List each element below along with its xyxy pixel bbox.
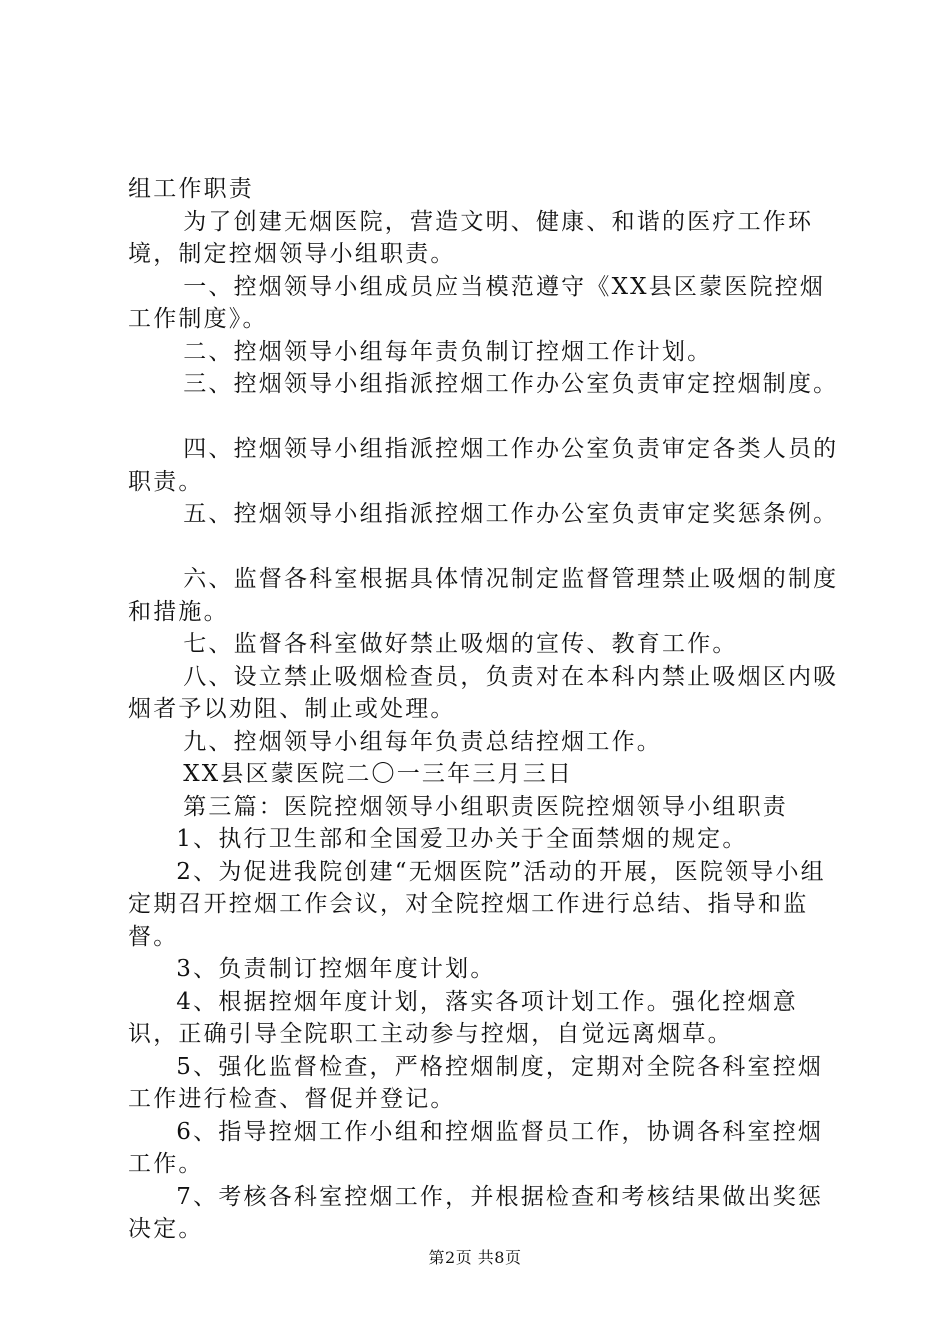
paragraph-duty-7: 7、考核各科室控烟工作，并根据检查和考核结果做出奖惩决定。 <box>128 1183 824 1242</box>
document-body <box>128 173 848 1246</box>
paragraph-spacer <box>128 401 848 434</box>
paragraph-duty-4: 4、根据控烟年度计划，落实各项计划工作。强化控烟意识，正确引导全院职工主动参与控烟，自觉远离烟草。 <box>128 988 798 1047</box>
page-footer <box>0 1245 950 1268</box>
paragraph-item-8: 八、设立禁止吸烟检查员，负责对在本科内禁止吸烟区内吸烟者予以劝阻、制止或处理。 <box>128 663 839 722</box>
paragraph-item-5: 五、控烟领导小组指派控烟工作办公室负责审定奖惩条例。 <box>183 501 839 527</box>
paragraph-heading-fragment: 组工作职责 <box>128 176 254 202</box>
paragraph-item-4: 四、控烟领导小组指派控烟工作办公室负责审定各类人员的职责。 <box>128 436 839 495</box>
paragraph-item-3: 三、控烟领导小组指派控烟工作办公室负责审定控烟制度。 <box>183 371 839 397</box>
paragraph-signature-date: XX县区蒙医院二〇一三年三月三日 <box>183 761 574 787</box>
paragraph-item-1: 一、控烟领导小组成员应当模范遵守《XX县区蒙医院控烟工作制度》。 <box>128 273 826 332</box>
paragraph-duty-5: 5、强化监督检查，严格控烟制度，定期对全院各科室控烟工作进行检查、督促并登记。 <box>128 1053 824 1112</box>
paragraph-duty-2: 2、为促进我院创建“无烟医院”活动的开展，医院领导小组定期召开控烟工作会议，对全院控烟工作进行总结、指导和监督。 <box>128 858 826 950</box>
paragraph-intro: 为了创建无烟医院，营造文明、健康、和谐的医疗工作环境，制定控烟领导小组职责。 <box>128 208 814 267</box>
paragraph-item-9: 九、控烟领导小组每年负责总结控烟工作。 <box>183 728 662 755</box>
page-number-label: 第2页 共8页 <box>428 1248 522 1267</box>
paragraph-spacer <box>128 531 848 564</box>
paragraph-item-6: 六、监督各科室根据具体情况制定监督管理禁止吸烟的制度和措施。 <box>128 566 839 625</box>
paragraph-duty-1: 1、执行卫生部和全国爱卫办关于全面禁烟的规定。 <box>176 826 748 852</box>
paragraph-item-2: 二、控烟领导小组每年责负制订控烟工作计划。 <box>183 338 713 365</box>
paragraph-section-title: 第三篇：医院控烟领导小组职责医院控烟领导小组职责 <box>183 793 788 820</box>
paragraph-duty-3: 3、负责制订控烟年度计划。 <box>176 956 496 982</box>
paragraph-duty-6: 6、指导控烟工作小组和控烟监督员工作，协调各科室控烟工作。 <box>128 1118 824 1177</box>
paragraph-item-7: 七、监督各科室做好禁止吸烟的宣传、教育工作。 <box>183 631 738 657</box>
